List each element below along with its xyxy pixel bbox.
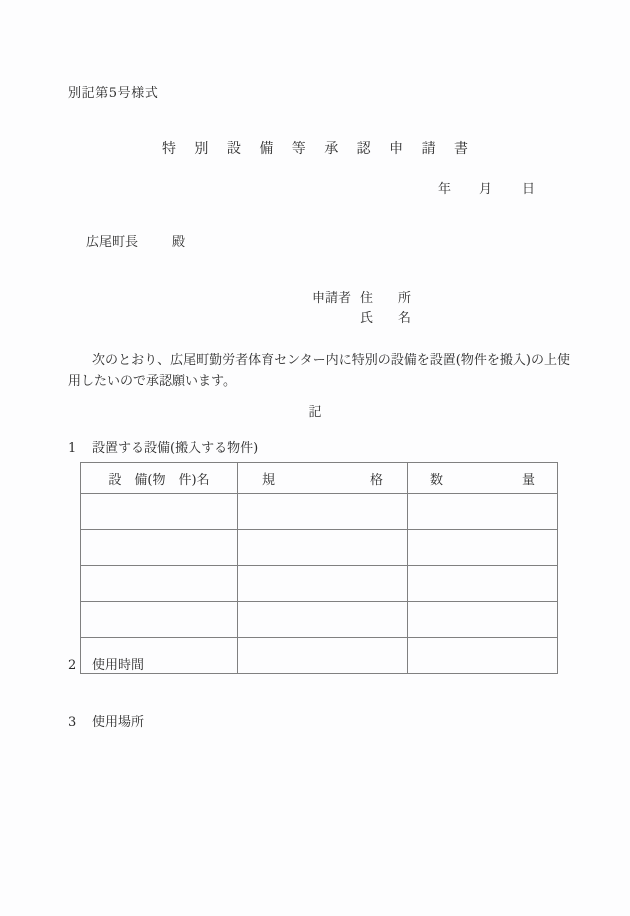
cell-specification[interactable] [238, 494, 408, 530]
date-line [0, 178, 535, 197]
header-quantity-left: 数 [430, 472, 444, 488]
addressee-recipient: 広尾町長 [86, 235, 139, 250]
applicant-address-label: 住 所 [360, 291, 418, 306]
table-body [81, 494, 558, 674]
cell-specification[interactable] [238, 566, 408, 602]
section-2-label: 使用時間 [92, 658, 145, 673]
section-1-heading [68, 437, 258, 456]
table-row [81, 566, 558, 602]
kiroku-marker: 記 [308, 405, 322, 420]
body-paragraph: 次のとおり、広尾町勤労者体育センター内に特別の設備を設置(物件を搬入)の上使用したいので承認願います。 [68, 353, 570, 389]
section-2-heading [68, 654, 144, 673]
applicant-label: 申請者 [312, 291, 352, 306]
cell-equipment-name[interactable] [81, 530, 238, 566]
table-header-row [81, 463, 558, 494]
cell-equipment-name[interactable] [81, 566, 238, 602]
section-3-number: 3 [68, 715, 77, 730]
cell-equipment-name[interactable] [81, 494, 238, 530]
applicant-name-row [312, 309, 417, 329]
section-2-number: 2 [68, 658, 77, 673]
section-1-label: 設置する設備(搬入する物件) [92, 441, 259, 456]
header-specification-left: 規 [262, 472, 276, 488]
section-3-heading [68, 711, 144, 730]
applicant-address-row [312, 289, 417, 309]
cell-quantity[interactable] [408, 530, 558, 566]
cell-quantity[interactable] [408, 602, 558, 638]
applicant-name-label: 氏 名 [360, 311, 418, 326]
cell-specification[interactable] [238, 602, 408, 638]
addressee-honorific: 殿 [172, 235, 186, 250]
form-number: 別記第5号様式 [68, 86, 159, 101]
section-1-number: 1 [68, 441, 77, 456]
day-label: 日 [521, 182, 535, 197]
cell-specification[interactable] [238, 530, 408, 566]
header-quantity-right: 量 [521, 472, 535, 488]
month-label: 月 [478, 182, 492, 197]
addressee-line [86, 231, 185, 250]
cell-quantity[interactable] [408, 638, 558, 674]
document-title: 特 別 設 備 等 承 認 申 請 書 [161, 141, 476, 157]
header-specification-right: 格 [369, 472, 383, 488]
table-row [81, 602, 558, 638]
table-row [81, 530, 558, 566]
applicant-block [312, 289, 417, 329]
header-equipment-name-text: 設 備(物 件)名 [108, 472, 210, 488]
cell-equipment-name[interactable] [81, 602, 238, 638]
cell-specification[interactable] [238, 638, 408, 674]
header-specification [238, 463, 408, 494]
table-row [81, 638, 558, 674]
table-row [81, 494, 558, 530]
cell-quantity[interactable] [408, 566, 558, 602]
year-label: 年 [437, 182, 451, 197]
equipment-table [80, 462, 558, 674]
header-quantity [408, 463, 558, 494]
section-3-label: 使用場所 [92, 715, 145, 730]
header-equipment-name [81, 463, 238, 494]
cell-quantity[interactable] [408, 494, 558, 530]
